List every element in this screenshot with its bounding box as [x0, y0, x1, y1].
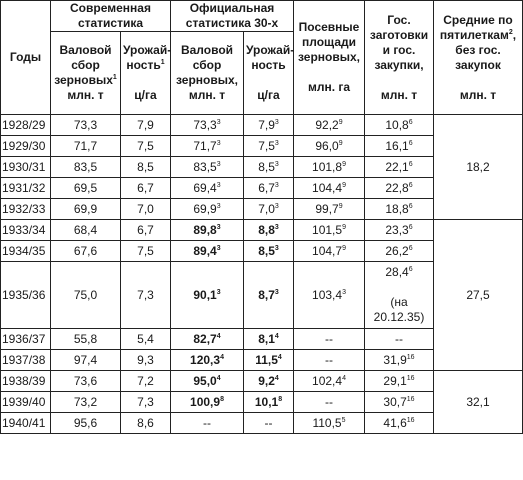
year-cell: 1931/32: [1, 178, 51, 199]
official-gross-cell-value: 89,4: [193, 243, 217, 258]
procurement-cell-footnote: 6: [408, 202, 413, 210]
official-yield-cell-footnote: 8: [278, 395, 283, 403]
official-gross-cell-footnote: 3: [216, 244, 221, 252]
sown-area-cell-value: 102,4: [312, 373, 343, 388]
official-yield-cell-value: 10,1: [254, 394, 279, 409]
procurement-cell-footnote: 16: [406, 353, 415, 361]
official-yield-cell-value: 7,5: [258, 138, 275, 153]
procurement-cell-footnote: 6: [408, 223, 413, 231]
modern-gross-cell-value: 75,0: [73, 287, 98, 302]
official-gross-cell: [171, 371, 244, 392]
procurement-cell-footnote: 16: [406, 416, 415, 424]
procurement-cell: [365, 136, 434, 157]
official-yield-cell-footnote: 3: [274, 118, 279, 126]
official-yield-cell: [244, 220, 294, 241]
modern-gross-cell-value: 71,7: [73, 138, 98, 153]
official-yield-cell: [244, 178, 294, 199]
five-year-average-cell: 18,2: [434, 115, 523, 220]
sown-area-cell-value: 99,7: [315, 201, 339, 216]
modern-yield-cell-value: 8,6: [137, 415, 154, 430]
procurement-cell: [365, 413, 434, 434]
sown-area-cell: [294, 199, 365, 220]
modern-gross-cell: [51, 350, 121, 371]
official-gross-cell-footnote: 8: [220, 395, 224, 403]
procurement-cell: [365, 371, 434, 392]
official-gross-cell-footnote: 4: [216, 332, 221, 340]
sown-area-cell: [294, 220, 365, 241]
header-sown-area: Посевные площади зерновых, млн. га: [294, 1, 365, 115]
sown-area-cell-value: --: [325, 352, 333, 367]
official-yield-cell-footnote: 4: [274, 374, 279, 382]
official-gross-cell: [171, 157, 244, 178]
procurement-cell-value: 23,3: [385, 222, 409, 237]
modern-gross-cell: [51, 178, 121, 199]
official-gross-cell: [171, 220, 244, 241]
official-gross-cell: [171, 350, 244, 371]
modern-yield-cell: [121, 136, 171, 157]
official-yield-cell: [244, 350, 294, 371]
procurement-cell-value: --: [395, 331, 403, 346]
header-modern-gross: Валовой сбор зерновых$^1$ млн. т: [51, 32, 121, 115]
sown-area-cell-value: 101,5: [312, 222, 343, 237]
procurement-cell-footnote: 6: [408, 244, 413, 252]
official-gross-cell-value: 82,7: [193, 331, 217, 346]
sown-area-cell-footnote: 4: [342, 374, 346, 382]
procurement-cell: [365, 157, 434, 178]
official-gross-cell-value: 83,5: [193, 159, 217, 174]
official-gross-cell-value: --: [203, 415, 211, 430]
table-row: [1, 220, 523, 241]
procurement-cell-value: 10,8: [385, 117, 409, 132]
modern-gross-cell: [51, 262, 121, 329]
official-gross-cell-footnote: 3: [216, 288, 221, 296]
modern-yield-cell-value: 7,0: [137, 201, 154, 216]
official-yield-cell-footnote: 3: [274, 223, 279, 231]
year-cell: 1935/36: [1, 262, 51, 329]
official-yield-cell: [244, 413, 294, 434]
year-cell: 1933/34: [1, 220, 51, 241]
official-yield-cell-footnote: 3: [274, 139, 279, 147]
procurement-cell: [365, 329, 434, 350]
procurement-cell: [365, 115, 434, 136]
official-yield-cell: [244, 115, 294, 136]
modern-gross-cell-value: 55,8: [73, 331, 98, 346]
official-gross-cell-footnote: 3: [216, 118, 221, 126]
official-yield-cell: [244, 157, 294, 178]
procurement-cell-footnote: 16: [406, 374, 415, 382]
modern-gross-cell: [51, 115, 121, 136]
official-gross-cell-footnote: 4: [216, 374, 221, 382]
sown-area-cell: [294, 136, 365, 157]
modern-yield-cell: [121, 350, 171, 371]
modern-yield-cell: [121, 220, 171, 241]
official-gross-cell: [171, 178, 244, 199]
procurement-cell-value: 18,8: [385, 201, 409, 216]
sown-area-cell-footnote: 9: [342, 244, 346, 252]
sown-area-cell: [294, 392, 365, 413]
procurement-cell: [365, 220, 434, 241]
official-gross-cell: [171, 136, 244, 157]
official-gross-cell-footnote: 4: [220, 353, 224, 361]
modern-yield-cell-value: 7,5: [137, 138, 154, 153]
procurement-cell-value: 29,1: [383, 373, 407, 388]
header-modern-yield: Урожай-ность$^1$ ц/га: [121, 32, 171, 115]
official-yield-cell-footnote: 3: [274, 202, 279, 210]
modern-gross-cell-value: 83,5: [73, 159, 98, 174]
official-yield-cell: [244, 329, 294, 350]
sown-area-cell-footnote: 9: [338, 202, 343, 210]
modern-yield-cell-value: 7,3: [137, 287, 154, 302]
sown-area-cell-value: 104,4: [312, 180, 343, 195]
official-yield-cell: [244, 199, 294, 220]
sown-area-cell-value: 104,7: [312, 243, 343, 258]
modern-yield-cell-value: 6,7: [137, 222, 154, 237]
modern-gross-cell: [51, 413, 121, 434]
header-years: Годы: [1, 1, 51, 115]
official-yield-cell: [244, 241, 294, 262]
modern-gross-cell: [51, 136, 121, 157]
procurement-cell-footnote: 6: [408, 118, 413, 126]
procurement-cell: [365, 392, 434, 413]
procurement-cell-value: 41,6: [383, 415, 407, 430]
official-gross-cell-value: 69,9: [193, 201, 217, 216]
modern-gross-cell-value: 73,6: [73, 373, 98, 388]
modern-yield-cell: [121, 392, 171, 413]
header-procurement: Гос. заготовки и гос. закупки, млн. т: [365, 1, 434, 115]
five-year-average-cell: 27,5: [434, 220, 523, 371]
official-gross-cell-value: 100,9: [190, 394, 221, 409]
sown-area-cell: [294, 262, 365, 329]
sown-area-cell-value: 92,2: [315, 117, 339, 132]
official-yield-cell-footnote: 3: [274, 244, 279, 252]
official-gross-cell: [171, 115, 244, 136]
official-yield-cell-value: 8,1: [258, 331, 275, 346]
modern-yield-cell: [121, 178, 171, 199]
modern-gross-cell-value: 69,5: [73, 180, 98, 195]
year-cell: 1934/35: [1, 241, 51, 262]
official-yield-cell-value: --: [264, 415, 273, 430]
header-official-gross: Валовой сбор зерновых, млн. т: [171, 32, 244, 115]
procurement-cell-footnote: 16: [406, 395, 415, 403]
official-gross-cell: [171, 392, 244, 413]
sown-area-cell-footnote: 9: [342, 160, 346, 168]
sown-area-cell: [294, 413, 365, 434]
modern-yield-cell: [121, 329, 171, 350]
sown-area-cell-value: --: [325, 331, 333, 346]
modern-yield-cell: [121, 413, 171, 434]
official-gross-cell-value: 69,4: [193, 180, 217, 195]
procurement-cell: [365, 178, 434, 199]
year-cell: 1938/39: [1, 371, 51, 392]
procurement-cell-value: 31,9: [383, 352, 407, 367]
modern-gross-cell-value: 73,3: [73, 117, 98, 132]
modern-yield-cell-value: 8,5: [137, 159, 154, 174]
sown-area-cell-footnote: 9: [342, 223, 346, 231]
year-cell: 1936/37: [1, 329, 51, 350]
modern-gross-cell-value: 68,4: [73, 222, 98, 237]
sown-area-cell: [294, 241, 365, 262]
official-gross-cell-value: 73,3: [193, 117, 217, 132]
official-gross-cell-footnote: 3: [216, 181, 221, 189]
official-yield-cell-value: 11,5: [255, 352, 278, 367]
official-yield-cell-value: 8,7: [258, 287, 275, 302]
sown-area-cell-value: 103,4: [312, 287, 343, 302]
sown-area-cell-value: 101,8: [312, 159, 343, 174]
header-official-yield: Урожай-ность ц/га: [244, 32, 294, 115]
official-yield-cell-footnote: 3: [274, 288, 279, 296]
procurement-cell: [365, 199, 434, 220]
official-yield-cell: [244, 392, 294, 413]
year-cell: 1937/38: [1, 350, 51, 371]
year-cell: 1928/29: [1, 115, 51, 136]
modern-yield-cell: [121, 199, 171, 220]
modern-gross-cell: [51, 371, 121, 392]
year-cell: 1932/33: [1, 199, 51, 220]
official-yield-cell: [244, 262, 294, 329]
official-gross-cell: [171, 413, 244, 434]
modern-yield-cell-value: 7,2: [137, 373, 154, 388]
official-yield-cell-value: 9,2: [258, 373, 275, 388]
table-row: [1, 115, 523, 136]
header-five-year-averages: Средние по пятилеткам$^2$, без гос. закупок млн. т: [434, 1, 523, 115]
sown-area-cell-value: 110,5: [312, 415, 342, 430]
sown-area-cell-value: --: [325, 394, 333, 409]
official-yield-cell-footnote: 4: [277, 353, 282, 361]
sown-area-cell: [294, 371, 365, 392]
modern-gross-cell-value: 73,2: [73, 394, 98, 409]
procurement-cell-value: 30,7: [383, 394, 407, 409]
modern-gross-cell: [51, 329, 121, 350]
modern-yield-cell-value: 5,4: [137, 331, 154, 346]
sown-area-cell: [294, 115, 365, 136]
official-yield-cell-footnote: 4: [274, 332, 279, 340]
modern-yield-cell: [121, 241, 171, 262]
modern-yield-cell-value: 7,3: [137, 394, 154, 409]
modern-gross-cell-value: 97,4: [73, 352, 98, 367]
official-gross-cell-footnote: 3: [216, 139, 221, 147]
official-yield-cell-value: 8,5: [258, 243, 275, 258]
procurement-cell-value: 26,2: [385, 243, 409, 258]
official-yield-cell: [244, 371, 294, 392]
sown-area-cell-footnote: 9: [338, 118, 343, 126]
sown-area-cell: [294, 178, 365, 199]
modern-yield-cell: [121, 157, 171, 178]
sown-area-cell: [294, 329, 365, 350]
sown-area-cell-footnote: 9: [338, 139, 343, 147]
modern-gross-cell: [51, 392, 121, 413]
modern-gross-cell: [51, 157, 121, 178]
procurement-cell-footnote: 6: [408, 139, 413, 147]
modern-yield-cell-value: 7,5: [137, 243, 154, 258]
official-gross-cell: [171, 262, 244, 329]
year-cell: 1940/41: [1, 413, 51, 434]
procurement-cell-value: 22,8: [385, 180, 409, 195]
procurement-cell: [365, 350, 434, 371]
modern-yield-cell-value: 6,7: [137, 180, 154, 195]
sown-area-cell: [294, 157, 365, 178]
sown-area-cell-value: 96,0: [315, 138, 339, 153]
modern-gross-cell: [51, 199, 121, 220]
official-yield-cell-value: 6,7: [258, 180, 275, 195]
official-gross-cell-value: 89,8: [193, 222, 217, 237]
modern-yield-cell-value: 9,3: [137, 352, 154, 367]
table-row: [1, 371, 523, 392]
procurement-cell-value: 28,4: [385, 265, 409, 279]
procurement-cell-footnote: 6: [408, 160, 413, 168]
official-gross-cell-footnote: 3: [216, 160, 221, 168]
header-official-stats: Официальная статистика 30-х: [171, 1, 294, 32]
sown-area-cell-footnote: 3: [342, 288, 346, 296]
modern-gross-cell: [51, 220, 121, 241]
procurement-cell-value: 22,1: [385, 159, 409, 174]
modern-yield-cell: [121, 115, 171, 136]
official-gross-cell-value: 71,7: [193, 138, 217, 153]
official-yield-cell-footnote: 3: [274, 160, 279, 168]
official-yield-cell-footnote: 3: [274, 181, 279, 189]
official-gross-cell-value: 120,3: [190, 352, 221, 367]
sown-area-cell-footnote: 9: [342, 181, 346, 189]
procurement-cell-footnote: 6: [408, 266, 413, 273]
official-gross-cell-value: 90,1: [193, 287, 217, 302]
modern-gross-cell: [51, 241, 121, 262]
five-year-average-cell: 32,1: [434, 371, 523, 434]
modern-gross-cell-value: 67,6: [73, 243, 98, 258]
year-cell: 1929/30: [1, 136, 51, 157]
procurement-cell-footnote: 6: [408, 181, 413, 189]
modern-yield-cell: [121, 262, 171, 329]
sown-area-cell-footnote: 5: [341, 416, 346, 424]
procurement-cell: [365, 262, 434, 329]
modern-gross-cell-value: 95,6: [73, 415, 98, 430]
official-gross-cell-footnote: 3: [216, 223, 221, 231]
official-gross-cell: [171, 329, 244, 350]
modern-yield-cell: [121, 371, 171, 392]
header-modern-stats: Современная статистика: [51, 1, 171, 32]
procurement-cell: [365, 241, 434, 262]
official-gross-cell: [171, 241, 244, 262]
official-yield-cell-value: 8,5: [258, 159, 275, 174]
official-yield-cell: [244, 136, 294, 157]
procurement-note: (на 20.12.35): [373, 295, 425, 324]
official-gross-cell-footnote: 3: [216, 202, 221, 210]
official-gross-cell-value: 95,0: [193, 373, 217, 388]
year-cell: 1930/31: [1, 157, 51, 178]
year-cell: 1939/40: [1, 392, 51, 413]
official-yield-cell-value: 7,9: [258, 117, 275, 132]
official-yield-cell-value: 7,0: [258, 201, 275, 216]
sown-area-cell: [294, 350, 365, 371]
official-yield-cell-value: 8,8: [258, 222, 275, 237]
procurement-cell-value: 16,1: [385, 138, 409, 153]
official-gross-cell: [171, 199, 244, 220]
modern-gross-cell-value: 69,9: [73, 201, 98, 216]
modern-yield-cell-value: 7,9: [137, 117, 154, 132]
